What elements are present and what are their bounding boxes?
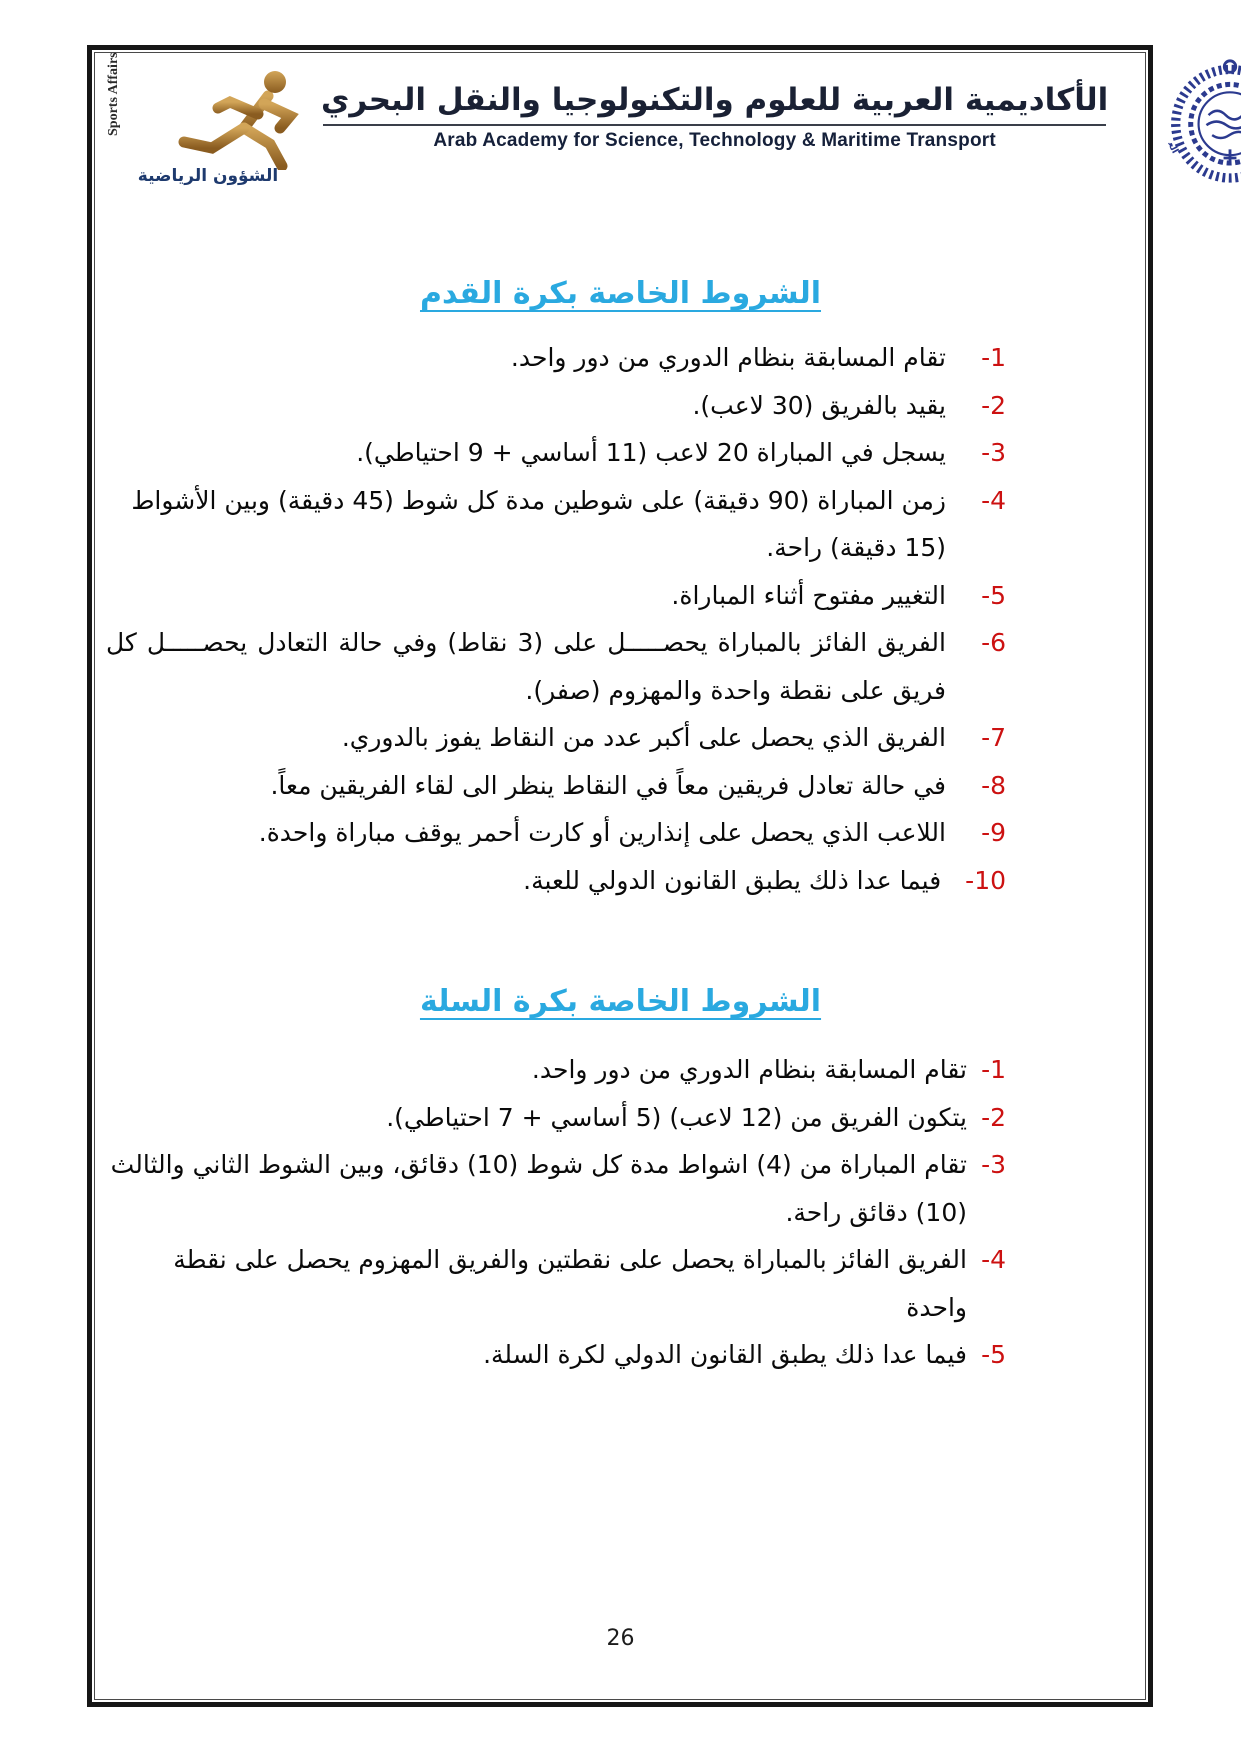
list-item [106,1094,1006,1142]
item-number: 2- [981,1102,1006,1132]
list-item [106,1236,1006,1331]
list-item [106,809,1006,857]
aast-emblem [1118,50,1241,208]
item-number: 3- [981,1150,1006,1179]
item-number: 1- [981,343,1006,372]
list-item [106,1331,1006,1379]
basketball-rules-list [106,1046,1006,1379]
item-text: تقام المسابقة بنظام الدوري من دور واحد. [510,343,946,372]
list-item [106,762,1006,810]
item-text: الفريق الذي يحصل على أكبر عدد من النقاط يفوز بالدوري. [341,723,946,752]
item-number: 1- [981,1055,1006,1084]
item-number: 10- [965,865,1006,895]
item-text: في حالة تعادل فريقين معاً في النقاط ينظر الى لقاء الفريقين معاً. [270,770,946,800]
list-item [106,857,1006,905]
header-divider-line [323,124,1106,126]
item-text: تقام المسابقة بنظام الدوري من دور واحد. [531,1055,967,1084]
list-item [106,382,1006,430]
item-number: 4- [981,1245,1006,1274]
item-text: فيما عدا ذلك يطبق القانون الدولي لكرة السلة. [483,1340,967,1369]
item-text: زمن المباراة (90 دقيقة) على شوطين مدة كل شوط (45 دقيقة) وبين الأشواط (15 دقيقة) راحة. [131,485,946,562]
football-rules-list [106,334,1006,904]
document-header [100,50,1181,208]
item-text: الفريق الفائز بالمباراة يحصل على نقطتين والفريق المهزوم يحصل على نقطة واحدة [173,1245,967,1322]
item-text: يتكون الفريق من (12 لاعب) (5 أساسي + 7 احتياطي). [386,1102,967,1132]
academy-arabic-name: الأكاديمية العربية للعلوم والتكنولوجيا والنقل البحري [321,82,1109,118]
item-number: 9- [981,818,1006,847]
item-text: يقيد بالفريق (30 لاعب). [692,390,946,420]
list-item [106,1141,1006,1236]
list-item [106,572,1006,620]
sports-affairs-arabic-label: الشؤون الرياضية [137,166,279,186]
page-number: 26 [606,1626,635,1651]
sports-affairs-logo [100,52,315,203]
item-text: التغيير مفتوح أثناء المباراة. [671,580,946,610]
item-text: يسجل في المباراة 20 لاعب (11 أساسي + 9 احتياطي). [356,438,946,467]
aast-emblem-icon [1130,50,1241,208]
list-item [106,429,1006,477]
item-number: 7- [981,723,1006,752]
runner-head [264,71,286,93]
item-number: 5- [981,580,1006,610]
list-item [106,619,1006,714]
item-text: اللاعب الذي يحصل على إنذارين أو كارت أحمر يوقف مباراة واحدة. [258,818,946,847]
item-number: 3- [981,438,1006,467]
aast-emblem-curved-text: العربية للعلوم والتكنولوجيا والنقل البحري [1150,50,1181,156]
sports-affairs-vertical-label: Sports Affairs [106,52,121,136]
football-section-title: الشروط الخاصة بكرة القدم [419,276,822,311]
item-number: 2- [981,390,1006,420]
academy-name-block [315,58,1118,152]
item-text: الفريق الفائز بالمباراة يحصـــــل على (3 نقاط) وفي حالة التعادل يحصـــــل كل فريق على نقطة واحدة والمهزوم (صفر). [106,628,946,705]
item-number: 6- [981,628,1006,657]
list-item [106,1046,1006,1094]
item-text: تقام المباراة من (4) اشواط مدة كل شوط (10) دقائق، وبين الشوط الثاني والثالث (10) دقائق راحة. [110,1150,967,1227]
item-number: 5- [981,1340,1006,1369]
list-item [106,714,1006,762]
list-item [106,334,1006,382]
item-number: 4- [981,485,1006,515]
item-text: فيما عدا ذلك يطبق القانون الدولي للعبة. [523,865,942,895]
item-number: 8- [981,770,1006,800]
runner-icon [122,62,307,170]
academy-english-name: Arab Academy for Science, Technology & Maritime Transport [433,130,996,152]
list-item [106,477,1006,572]
basketball-section-title: الشروط الخاصة بكرة السلة [419,984,822,1019]
